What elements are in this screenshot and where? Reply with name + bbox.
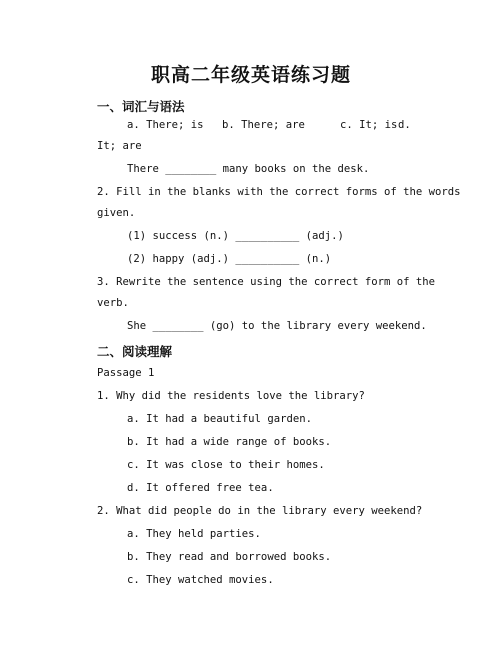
q3-sentence: She ________ (go) to the library every weekend.: [127, 320, 427, 332]
reading-q1: 1. Why did the residents love the library?: [97, 390, 365, 402]
q2-item-2: (2) happy (adj.) __________ (n.): [127, 253, 332, 265]
q3-prompt-line1: 3. Rewrite the sentence using the correct form of the: [97, 276, 436, 288]
reading-q2-option-c: c. They watched movies.: [127, 574, 274, 586]
reading-q2-option-a: a. They held parties.: [127, 528, 261, 540]
q2-item-1: (1) success (n.) __________ (adj.): [127, 230, 344, 242]
section-heading-reading: 二、阅读理解: [97, 344, 173, 359]
reading-q1-option-b: b. It had a wide range of books.: [127, 436, 332, 448]
q1-option-d-part2: It; are: [97, 140, 142, 152]
q1-sentence: There ________ many books on the desk.: [127, 163, 370, 175]
q1-option-b: b. There; are: [222, 119, 305, 131]
passage-label: Passage 1: [97, 367, 155, 379]
q2-prompt-line1: 2. Fill in the blanks with the correct forms of the words: [97, 186, 461, 198]
reading-q1-option-c: c. It was close to their homes.: [127, 459, 325, 471]
reading-q2: 2. What did people do in the library every weekend?: [97, 505, 423, 517]
reading-q1-option-a: a. It had a beautiful garden.: [127, 413, 312, 425]
section-heading-vocabulary: 一、词汇与语法: [97, 99, 185, 114]
q1-option-c: c. It; is: [340, 119, 398, 131]
reading-q2-option-b: b. They read and borrowed books.: [127, 551, 332, 563]
q1-option-a: a. There; is: [127, 119, 204, 131]
q1-option-d-part1: d.: [398, 119, 411, 131]
q3-prompt-line2: verb.: [97, 297, 129, 309]
reading-q1-option-d: d. It offered free tea.: [127, 482, 274, 494]
page-title: 职高二年级英语练习题: [150, 64, 351, 86]
q2-prompt-line2: given.: [97, 207, 136, 219]
